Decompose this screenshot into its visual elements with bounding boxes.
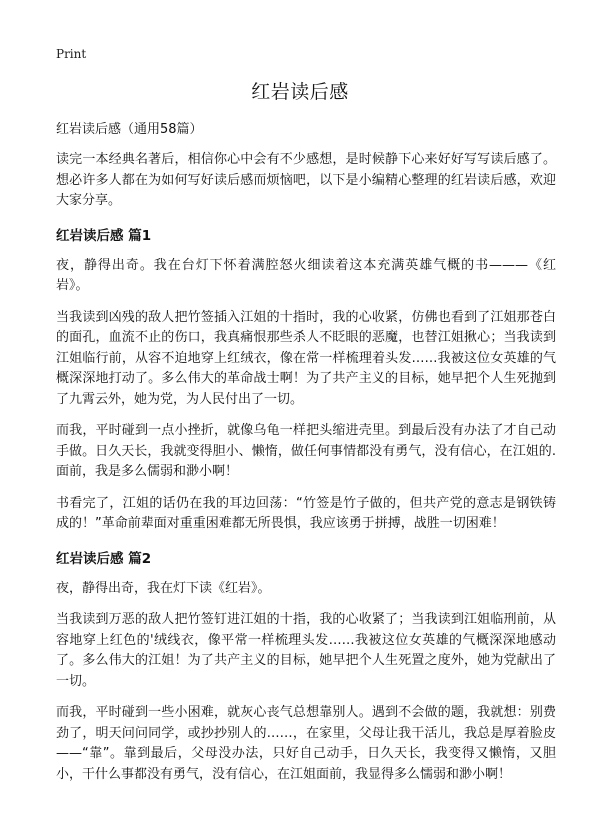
paragraph: 夜，静得出奇，我在灯下读《红岩》。	[56, 580, 271, 596]
paragraph: 当我读到凶残的敌人把竹签插入江姐的十指时，我的心收紧，仿佛也看到了江姐那苍白的面孔，血流不止的伤口，我真痛恨那些杀人不眨眼的恶魔，也替江姐揪心；当我读到江姐临行前，从容不迫地穿上红绒衣，像在常一样梳理着头发……我被这位女英雄的气概深深地打动了。多么伟大的革命战士啊！为了共产主义的目标，她早把个人生死抛到了九霄云外，她为党，为人民付出了一切。	[56, 309, 556, 407]
paragraph: 夜，静得出奇。我在台灯下怀着满腔怒火细读着这本充满英雄气概的书———《红岩》。	[56, 257, 556, 293]
section-heading-2: 红岩读后感 篇2	[56, 550, 152, 567]
paragraph: 而我，平时碰到一些小困难，就灰心丧气总想靠别人。遇到不会做的题，我就想：别费劲了，明天问问同学，或抄抄别人的……，在家里，父母让我干活儿，我总是厚着脸皮——“靠”。靠到最后，父母没办法，只好自己动手，日久天长，我变得又懒惰，又胆小，干什么事都没有勇气，没有信心，在江姐面前，我显得多么懦弱和渺小啊！	[56, 705, 556, 782]
section-heading-1: 红岩读后感 篇1	[56, 227, 152, 244]
paragraph: 而我，平时碰到一点小挫折，就像乌龟一样把头缩进壳里。到最后没有办法了才自己动手做。日久天长，我就变得胆小、懒惰，做任何事情都没有勇气，没有信心，在江姐的.面前，我是多么儒弱和渺小啊！	[56, 423, 556, 479]
page-title: 红岩读后感	[251, 81, 349, 103]
article-subtitle: 红岩读后感（通用58篇）	[56, 122, 203, 137]
print-link[interactable]: Print	[56, 47, 87, 61]
paragraph: 当我读到万恶的敌人把竹签钉进江姐的十指，我的心收紧了；当我读到江姐临刑前，从容地穿上红色的'绒线衣，像平常一样梳理头发……我被这位女英雄的气概深深地感动了。多么伟大的江姐！为了共产主义的目标，她早把个人生死置之度外，她为党献出了一切。	[56, 612, 556, 689]
paragraph: 书看完了，江姐的话仍在我的耳边回荡：“竹签是竹子做的，但共产党的意志是钢铁铸成的！”革命前辈面对重重困难都无所畏惧，我应该勇于拼搏，战胜一切困难！	[56, 495, 556, 531]
intro-paragraph: 读完一本经典名著后，相信你心中会有不少感想，是时候静下心来好好写写读后感了。想必许多人都在为如何写好读后感而烦恼吧，以下是小编精心整理的红岩读后感，欢迎大家分享。	[56, 152, 556, 208]
article-body	[56, 120, 556, 796]
